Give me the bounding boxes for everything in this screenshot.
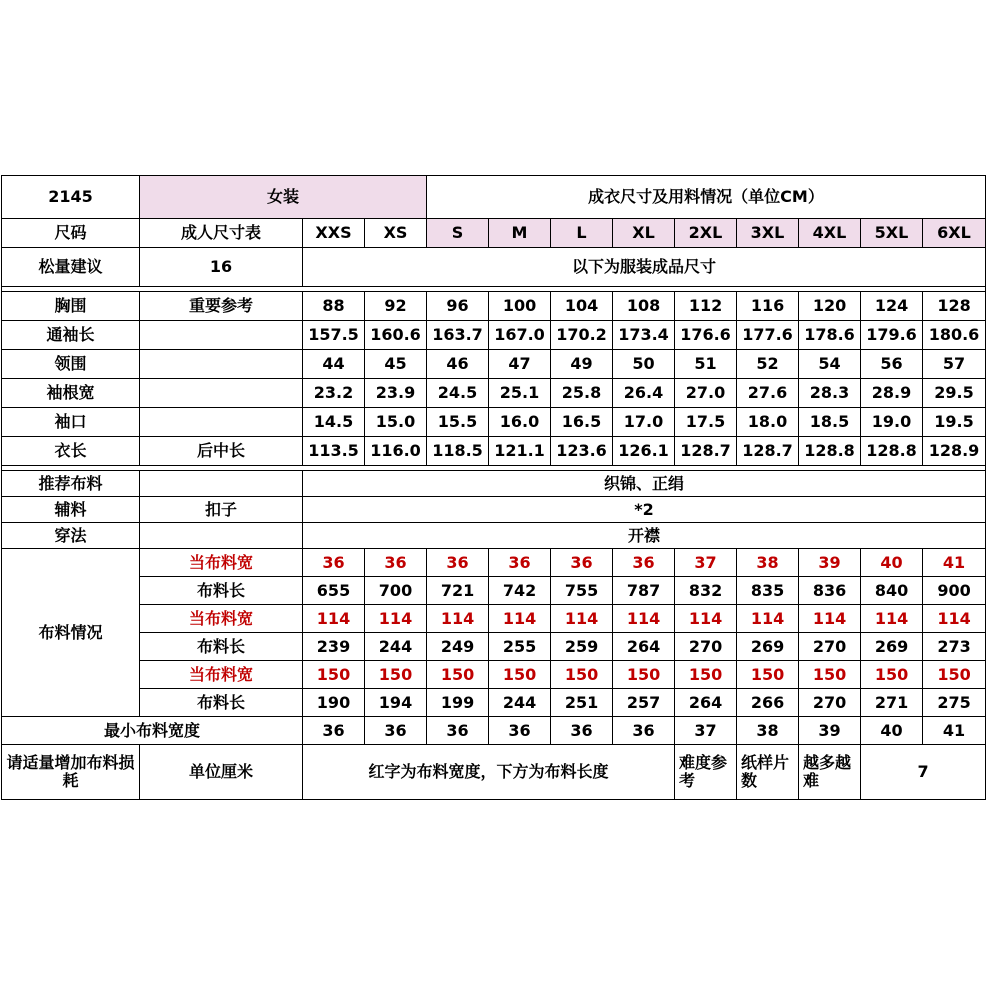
measure-cell: 173.4 xyxy=(613,321,675,350)
size-label: 尺码 xyxy=(2,219,140,248)
fabric-length-cell: 244 xyxy=(365,633,427,661)
measure-cell: 177.6 xyxy=(737,321,799,350)
accessories-label: 辅料 xyxy=(2,497,140,523)
measure-cell: 116.0 xyxy=(365,437,427,466)
min-width-cell: 36 xyxy=(613,717,675,745)
min-width-cell: 41 xyxy=(923,717,986,745)
fabric-width-cell: 150 xyxy=(489,661,551,689)
color-explain-note: 红字为布料宽度，下方为布料长度 xyxy=(303,745,675,800)
chart-title: 成衣尺寸及用料情况（单位CM） xyxy=(427,176,986,219)
measure-cell: 88 xyxy=(303,292,365,321)
measure-cell: 18.0 xyxy=(737,408,799,437)
empty-cell xyxy=(140,471,303,497)
measure-label: 袖根宽 xyxy=(2,379,140,408)
fabric-length-cell: 269 xyxy=(861,633,923,661)
min-width-cell: 36 xyxy=(365,717,427,745)
fabric-length-cell: 275 xyxy=(923,689,986,717)
measure-cell: 128.9 xyxy=(923,437,986,466)
measure-cell: 128.7 xyxy=(737,437,799,466)
measure-cell: 170.2 xyxy=(551,321,613,350)
fabric-width-cell: 36 xyxy=(303,549,365,577)
fabric-width-cell: 36 xyxy=(551,549,613,577)
measure-note: 后中长 xyxy=(140,437,303,466)
fabric-length-cell: 244 xyxy=(489,689,551,717)
fabric-length-cell: 264 xyxy=(675,689,737,717)
category-label: 女装 xyxy=(140,176,427,219)
min-width-cell: 36 xyxy=(427,717,489,745)
min-width-cell: 36 xyxy=(303,717,365,745)
measure-cell: 47 xyxy=(489,350,551,379)
fabric-length-cell: 273 xyxy=(923,633,986,661)
size-header: 2XL xyxy=(675,219,737,248)
measure-cell: 44 xyxy=(303,350,365,379)
measure-cell: 92 xyxy=(365,292,427,321)
min-width-cell: 40 xyxy=(861,717,923,745)
measure-cell: 51 xyxy=(675,350,737,379)
fabric-length-cell: 832 xyxy=(675,577,737,605)
empty-cell xyxy=(140,523,303,549)
fabric-width-cell: 36 xyxy=(489,549,551,577)
fabric-length-cell: 269 xyxy=(737,633,799,661)
fabric-width-cell: 150 xyxy=(799,661,861,689)
ease-value: 16 xyxy=(140,248,303,287)
measure-note xyxy=(140,321,303,350)
fabric-length-cell: 700 xyxy=(365,577,427,605)
pattern-pieces-value: 7 xyxy=(861,745,986,800)
fabric-width-cell: 40 xyxy=(861,549,923,577)
fabric-length-cell: 190 xyxy=(303,689,365,717)
measure-note xyxy=(140,408,303,437)
fabric-width-cell: 150 xyxy=(737,661,799,689)
fabric-length-cell: 257 xyxy=(613,689,675,717)
size-header: 5XL xyxy=(861,219,923,248)
size-header: M xyxy=(489,219,551,248)
wearing-value: 开襟 xyxy=(303,523,986,549)
fabric-width-label: 当布料宽 xyxy=(140,605,303,633)
fabric-width-cell: 150 xyxy=(923,661,986,689)
fabric-width-cell: 150 xyxy=(303,661,365,689)
fabric-width-cell: 114 xyxy=(861,605,923,633)
size-header: 4XL xyxy=(799,219,861,248)
fabric-width-cell: 37 xyxy=(675,549,737,577)
size-header: L xyxy=(551,219,613,248)
size-header: XL xyxy=(613,219,675,248)
fabric-width-cell: 114 xyxy=(551,605,613,633)
measure-cell: 178.6 xyxy=(799,321,861,350)
measure-cell: 27.6 xyxy=(737,379,799,408)
measure-note: 重要参考 xyxy=(140,292,303,321)
measure-cell: 120 xyxy=(799,292,861,321)
measure-note xyxy=(140,379,303,408)
measure-cell: 17.5 xyxy=(675,408,737,437)
finished-size-note: 以下为服装成品尺寸 xyxy=(303,248,986,287)
measure-cell: 15.5 xyxy=(427,408,489,437)
measure-cell: 104 xyxy=(551,292,613,321)
measure-cell: 16.5 xyxy=(551,408,613,437)
measure-cell: 126.1 xyxy=(613,437,675,466)
fabric-length-cell: 835 xyxy=(737,577,799,605)
measure-cell: 163.7 xyxy=(427,321,489,350)
difficulty-label: 难度参考 xyxy=(675,745,737,800)
measure-cell: 19.0 xyxy=(861,408,923,437)
fabric-length-cell: 259 xyxy=(551,633,613,661)
measure-cell: 100 xyxy=(489,292,551,321)
measure-cell: 167.0 xyxy=(489,321,551,350)
measure-cell: 46 xyxy=(427,350,489,379)
measure-cell: 128.8 xyxy=(799,437,861,466)
measure-cell: 157.5 xyxy=(303,321,365,350)
measure-cell: 57 xyxy=(923,350,986,379)
fabric-length-cell: 266 xyxy=(737,689,799,717)
fabric-width-cell: 150 xyxy=(365,661,427,689)
fabric-width-cell: 114 xyxy=(489,605,551,633)
measure-cell: 17.0 xyxy=(613,408,675,437)
min-width-cell: 39 xyxy=(799,717,861,745)
fabric-width-cell: 114 xyxy=(365,605,427,633)
measure-label: 袖口 xyxy=(2,408,140,437)
fabric-width-cell: 114 xyxy=(613,605,675,633)
accessories-value: *2 xyxy=(303,497,986,523)
fabric-width-cell: 114 xyxy=(923,605,986,633)
fabric-length-cell: 742 xyxy=(489,577,551,605)
measure-cell: 96 xyxy=(427,292,489,321)
min-width-cell: 38 xyxy=(737,717,799,745)
measure-label: 领围 xyxy=(2,350,140,379)
measure-cell: 128 xyxy=(923,292,986,321)
fabric-width-cell: 36 xyxy=(427,549,489,577)
fabric-length-cell: 270 xyxy=(675,633,737,661)
measure-cell: 23.9 xyxy=(365,379,427,408)
fabric-length-cell: 271 xyxy=(861,689,923,717)
fabric-length-label: 布料长 xyxy=(140,633,303,661)
measure-cell: 16.0 xyxy=(489,408,551,437)
measure-cell: 108 xyxy=(613,292,675,321)
fabric-length-cell: 264 xyxy=(613,633,675,661)
measure-cell: 128.8 xyxy=(861,437,923,466)
measure-cell: 49 xyxy=(551,350,613,379)
fabric-length-cell: 900 xyxy=(923,577,986,605)
fabric-length-label: 布料长 xyxy=(140,577,303,605)
fabric-width-cell: 36 xyxy=(365,549,427,577)
fabric-length-cell: 239 xyxy=(303,633,365,661)
size-header: 6XL xyxy=(923,219,986,248)
size-header: XS xyxy=(365,219,427,248)
measure-label: 衣长 xyxy=(2,437,140,466)
fabric-width-cell: 114 xyxy=(675,605,737,633)
size-table-name: 成人尺寸表 xyxy=(140,219,303,248)
measure-cell: 23.2 xyxy=(303,379,365,408)
fabric-width-cell: 114 xyxy=(799,605,861,633)
fabric-width-cell: 38 xyxy=(737,549,799,577)
fabric-length-label: 布料长 xyxy=(140,689,303,717)
fabric-width-cell: 150 xyxy=(613,661,675,689)
fabric-width-cell: 150 xyxy=(675,661,737,689)
fabric-loss-note: 请适量增加布料损耗 xyxy=(2,745,140,800)
measure-cell: 54 xyxy=(799,350,861,379)
fabric-length-cell: 840 xyxy=(861,577,923,605)
fabric-length-cell: 836 xyxy=(799,577,861,605)
fabric-width-cell: 36 xyxy=(613,549,675,577)
measure-cell: 29.5 xyxy=(923,379,986,408)
measure-cell: 18.5 xyxy=(799,408,861,437)
measure-cell: 121.1 xyxy=(489,437,551,466)
more-harder-label: 越多越难 xyxy=(799,745,861,800)
fabric-width-cell: 150 xyxy=(551,661,613,689)
fabric-length-cell: 655 xyxy=(303,577,365,605)
measure-cell: 179.6 xyxy=(861,321,923,350)
fabric-width-cell: 114 xyxy=(737,605,799,633)
style-code: 2145 xyxy=(2,176,140,219)
measure-cell: 124 xyxy=(861,292,923,321)
measure-cell: 113.5 xyxy=(303,437,365,466)
measure-cell: 180.6 xyxy=(923,321,986,350)
measure-cell: 160.6 xyxy=(365,321,427,350)
measure-cell: 28.9 xyxy=(861,379,923,408)
measure-cell: 24.5 xyxy=(427,379,489,408)
fabric-width-cell: 114 xyxy=(427,605,489,633)
measure-cell: 52 xyxy=(737,350,799,379)
fabric-length-cell: 255 xyxy=(489,633,551,661)
measure-cell: 128.7 xyxy=(675,437,737,466)
measure-cell: 28.3 xyxy=(799,379,861,408)
fabric-section-label: 布料情况 xyxy=(2,549,140,717)
wearing-label: 穿法 xyxy=(2,523,140,549)
measure-cell: 45 xyxy=(365,350,427,379)
measure-cell: 50 xyxy=(613,350,675,379)
measure-cell: 56 xyxy=(861,350,923,379)
measure-cell: 25.8 xyxy=(551,379,613,408)
size-header: 3XL xyxy=(737,219,799,248)
fabric-width-label: 当布料宽 xyxy=(140,549,303,577)
measure-cell: 19.5 xyxy=(923,408,986,437)
fabric-length-cell: 199 xyxy=(427,689,489,717)
fabric-width-cell: 41 xyxy=(923,549,986,577)
ease-label: 松量建议 xyxy=(2,248,140,287)
min-width-cell: 37 xyxy=(675,717,737,745)
fabric-width-cell: 150 xyxy=(427,661,489,689)
measure-cell: 26.4 xyxy=(613,379,675,408)
fabric-length-cell: 270 xyxy=(799,689,861,717)
min-width-label: 最小布料宽度 xyxy=(2,717,303,745)
fabric-width-label: 当布料宽 xyxy=(140,661,303,689)
measure-cell: 116 xyxy=(737,292,799,321)
fabric-length-cell: 270 xyxy=(799,633,861,661)
fabric-length-cell: 721 xyxy=(427,577,489,605)
measure-cell: 118.5 xyxy=(427,437,489,466)
fabric-width-cell: 114 xyxy=(303,605,365,633)
pattern-pieces-label: 纸样片数 xyxy=(737,745,799,800)
fabric-length-cell: 787 xyxy=(613,577,675,605)
measure-label: 通袖长 xyxy=(2,321,140,350)
size-chart-table xyxy=(1,175,986,800)
fabric-length-cell: 251 xyxy=(551,689,613,717)
fabric-length-cell: 755 xyxy=(551,577,613,605)
unit-note: 单位厘米 xyxy=(140,745,303,800)
fabric-length-cell: 249 xyxy=(427,633,489,661)
measure-label: 胸围 xyxy=(2,292,140,321)
fabric-length-cell: 194 xyxy=(365,689,427,717)
min-width-cell: 36 xyxy=(489,717,551,745)
measure-cell: 15.0 xyxy=(365,408,427,437)
size-header: S xyxy=(427,219,489,248)
measure-cell: 27.0 xyxy=(675,379,737,408)
fabric-width-cell: 150 xyxy=(861,661,923,689)
measure-cell: 112 xyxy=(675,292,737,321)
measure-cell: 25.1 xyxy=(489,379,551,408)
measure-cell: 123.6 xyxy=(551,437,613,466)
size-header: XXS xyxy=(303,219,365,248)
accessories-item: 扣子 xyxy=(140,497,303,523)
measure-cell: 176.6 xyxy=(675,321,737,350)
min-width-cell: 36 xyxy=(551,717,613,745)
measure-cell: 14.5 xyxy=(303,408,365,437)
fabric-recommend-label: 推荐布料 xyxy=(2,471,140,497)
fabric-recommend-value: 织锦、正绢 xyxy=(303,471,986,497)
fabric-width-cell: 39 xyxy=(799,549,861,577)
measure-note xyxy=(140,350,303,379)
